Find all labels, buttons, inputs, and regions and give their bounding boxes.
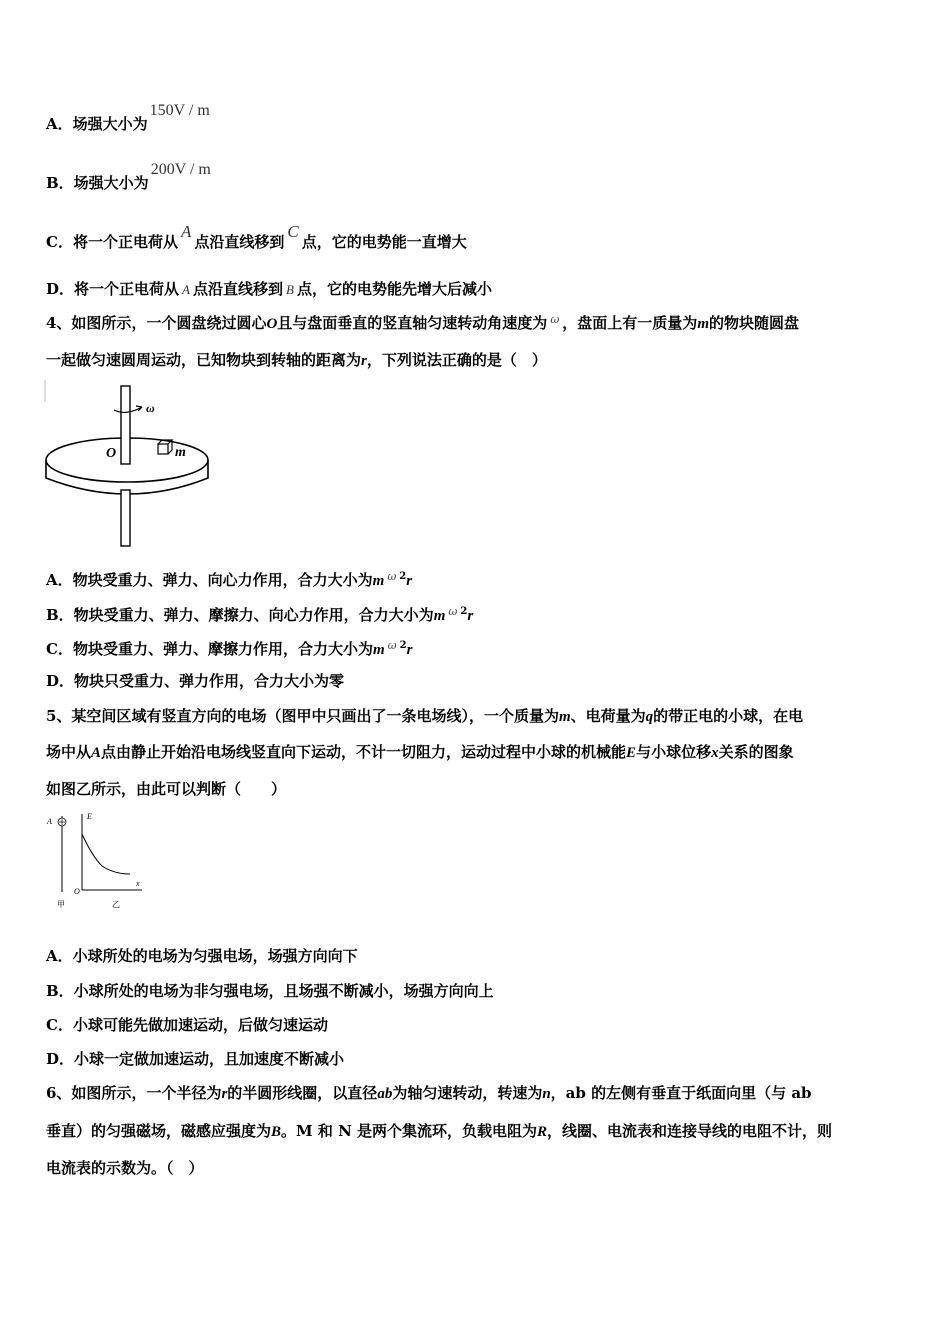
q6-stem-line2: 垂直）的匀强磁场，磁感应强度为B。M 和 N 是两个集流环，负载电阻为R，线圈、电流表和连接导线的电阻不计，则	[46, 1122, 833, 1140]
q4-fig-center-label: O	[106, 446, 117, 461]
q4-option-a[interactable]: A．物块受重力、弹力、向心力作用，合力大小为m $^\omega$ $^2$r	[46, 570, 413, 589]
q4-fig-mass-label: m	[175, 445, 186, 460]
q5-option-a[interactable]: A．小球所处的电场为匀强电场，场强方向向下	[46, 947, 358, 965]
q5-fig-caption-jia: 甲	[57, 900, 65, 909]
q4-option-d[interactable]: D．物块只受重力、弹力作用，合力大小为零	[46, 672, 345, 690]
q6-stem-line3: 电流表的示数为。（ ）	[46, 1159, 204, 1177]
q5-option-b[interactable]: B．小球所处的电场为非匀强电场，且场强不断减小，场强方向向上	[46, 982, 494, 1000]
q5-figure	[44, 810, 156, 912]
q5-stem-line1: 5、某空间区域有竖直方向的电场（图甲中只画出了一条电场线），一个质量为m、电荷量为q的带正电的小球，在电	[46, 707, 804, 725]
q4-option-b[interactable]: B．物块受重力、弹力、摩擦力、向心力作用，合力大小为m $^\omega$ $^2$r	[46, 605, 474, 624]
q4-disc-figure	[44, 380, 214, 550]
q4-stem-line1: 4、如图所示，一个圆盘绕过圆心O且与盘面垂直的竖直轴匀速转动角速度为 $^\omega$ ，盘面上有一质量为m的物块随圆盘	[46, 313, 799, 332]
q6-stem-line1: 6、如图所示，一个半径为r的半圆形线圈，以直径ab为轴匀速转动，转速为n，ab 的左侧有垂直于纸面向里（与 ab	[46, 1084, 812, 1102]
q4-stem-line2: 一起做匀速圆周运动，已知物块到转轴的距离为r，下列说法正确的是（ ）	[46, 351, 547, 369]
q5-fig-label-A: A	[47, 817, 52, 826]
q4-fig-omega-label: ω	[146, 401, 155, 415]
q3-option-c[interactable]: C．将一个正电荷从A点沿直线移到C点，它的电势能一直增大	[46, 222, 467, 251]
q5-option-c[interactable]: C．小球可能先做加速运动，后做匀速运动	[46, 1016, 328, 1034]
q5-fig-caption-yi: 乙	[112, 900, 120, 909]
q3-option-b[interactable]: B．场强大小为200V / m	[46, 161, 211, 192]
q3-option-a[interactable]: A．场强大小为150V / m	[46, 102, 210, 133]
q4-option-c[interactable]: C．物块受重力、弹力、摩擦力作用，合力大小为m $^\omega$ $^2$r	[46, 639, 413, 658]
q5-fig-curve	[82, 834, 130, 874]
q3-option-d[interactable]: D．将一个正电荷从 A 点沿直线移到 B 点，它的电势能先增大后减小	[46, 280, 492, 298]
q5-option-d[interactable]: D．小球一定做加速运动，且加速度不断减小	[46, 1050, 345, 1068]
q5-stem-line2: 场中从A点由静止开始沿电场线竖直向下运动，不计一切阻力，运动过程中小球的机械能E与小球位移x关系的图象	[46, 743, 794, 761]
q3-option-a-value: 150V / m	[149, 102, 210, 119]
q5-stem-line3: 如图乙所示，由此可以判断（ ）	[46, 780, 287, 798]
q3-option-b-value: 200V / m	[150, 161, 211, 178]
q5-fig-label-x: x	[136, 879, 140, 888]
q5-fig-label-E: E	[87, 812, 92, 821]
q5-fig-label-O: O	[74, 887, 80, 896]
